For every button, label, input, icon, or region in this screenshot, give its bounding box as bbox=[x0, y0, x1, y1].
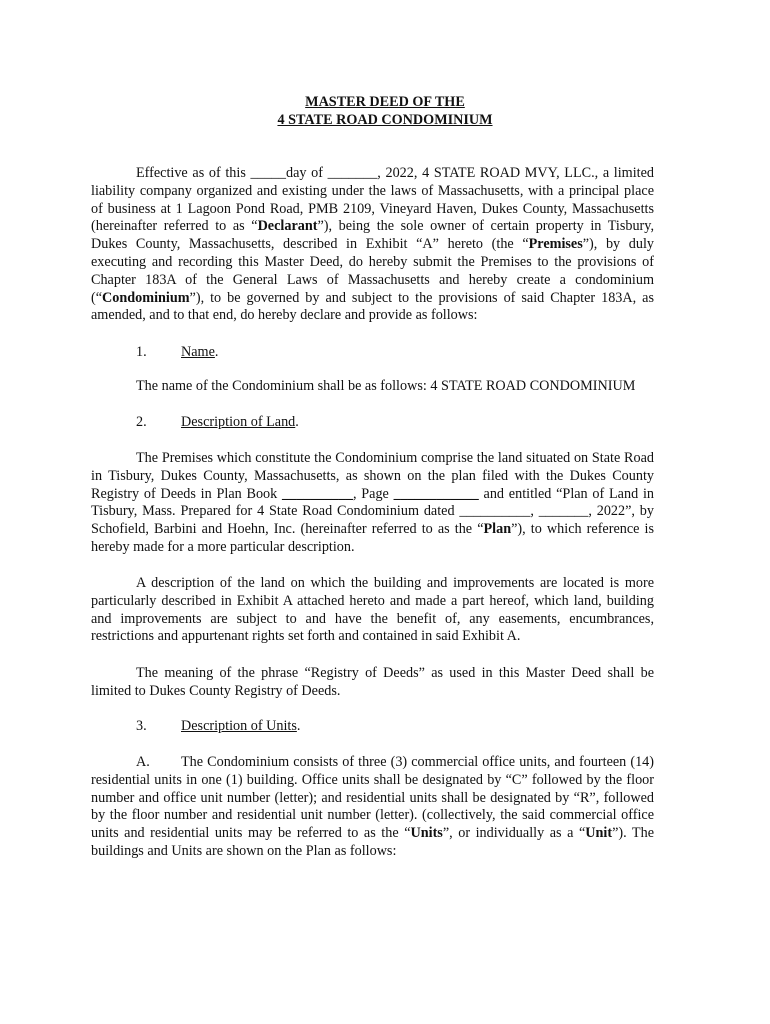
land-text-a: The Premises which constitute the Condominium comprise the land situated on State Road in Tisbury, Dukes County, Massachusetts, as shown on the plan filed with the Dukes County Registry of Deeds in Plan Book bbox=[91, 450, 654, 502]
plan-book-blank: __________ bbox=[282, 485, 353, 502]
section-title-punct: . bbox=[295, 414, 299, 430]
document-title-line-2: 4 STATE ROAD CONDOMINIUM bbox=[277, 112, 493, 128]
section-number: 2. bbox=[136, 414, 147, 430]
section-title-punct: . bbox=[214, 344, 219, 360]
premises-term: Premises bbox=[528, 236, 583, 253]
section-number: 1. bbox=[136, 344, 147, 360]
plan-term: Plan bbox=[483, 521, 512, 538]
intro-text-1: Effective as of this _____day of _______, 2022, 4 STATE ROAD MVY, LLC., a limited liability company organized and existing under the laws of Massachusetts, with a principal place of business at 1 Lagoon Pond Road, PMB 2109, Vineyard Haven, Dukes County, Massachusetts (hereinafter referred to as “ bbox=[91, 165, 654, 235]
units-text-c: ”). The buildings and Units are shown on the Plan as follows: bbox=[91, 825, 654, 859]
page-blank: ____________ bbox=[393, 485, 479, 502]
section-title: Description of Units bbox=[181, 718, 297, 734]
intro-text-3: ”), by duly executing and recording this Master Deed, do hereby submit the Premises to the provisions of Chapter 183A of the General Laws of Massachusetts and hereby create a condominium (“ bbox=[91, 236, 654, 306]
subsection-label: A. bbox=[136, 754, 150, 770]
unit-term: Unit bbox=[585, 825, 613, 842]
section-3-heading bbox=[136, 718, 300, 735]
section-1-heading bbox=[136, 344, 218, 361]
intro-text-2: ”), being the sole owner of certain property in Tisbury, Dukes County, Massachusetts, described in Exhibit “A” hereto (the “ bbox=[91, 218, 654, 253]
land-text-d: ”), to which reference is hereby made for a more particular description. bbox=[91, 521, 654, 555]
intro-paragraph bbox=[91, 165, 654, 325]
units-term: Units bbox=[410, 825, 443, 842]
land-paragraph-2: A description of the land on which the building and improvements are located is more particularly described in Exhibit A attached hereto and made a part hereof, which land, building and improvements are subject to and have the benefit of, any easements, encumbrances, restrictions and appurtenant rights set forth and contained in said Exhibit A. bbox=[91, 575, 654, 645]
section-title: Name bbox=[181, 344, 215, 360]
section-2-heading bbox=[136, 414, 299, 431]
land-paragraph-1 bbox=[91, 450, 654, 557]
section-number: 3. bbox=[136, 718, 147, 734]
section-title-punct: . bbox=[296, 718, 301, 734]
declarant-term: Declarant bbox=[257, 218, 318, 235]
land-text-b: , Page bbox=[352, 485, 394, 502]
condominium-term: Condominium bbox=[102, 289, 190, 306]
land-text-c: and entitled “Plan of Land in Tisbury, Mass. Prepared for 4 State Road Condominium dated __________, _______, 2022”, by Schofield, Barbini and Hoehn, Inc. (hereinafter referred to as the “ bbox=[91, 485, 654, 538]
document-title-line-1: MASTER DEED OF THE bbox=[305, 94, 465, 110]
units-text-a: The Condominium consists of three (3) commercial office units, and fourteen (14) residential units in one (1) building. Office units shall be designated by “C” followed by the floor number and office unit number (letter); and residential units shall be designated by “R”, followed by the floor number and residential unit number (letter). (collectively, the said commercial office units and residential units may be referred to as the “ bbox=[91, 754, 654, 842]
intro-text-4: ”), to be governed by and subject to the provisions of said Chapter 183A, as amended, and to that end, do hereby declare and provide as follows: bbox=[91, 289, 654, 324]
land-paragraph-3: The meaning of the phrase “Registry of Deeds” as used in this Master Deed shall be limited to Dukes County Registry of Deeds. bbox=[91, 665, 654, 699]
section-1-text: The name of the Condominium shall be as follows: 4 STATE ROAD CONDOMINIUM bbox=[136, 378, 636, 394]
section-title: Description of Land bbox=[181, 414, 296, 430]
units-paragraph-a bbox=[91, 754, 654, 861]
units-text-b: ”, or individually as a “ bbox=[442, 825, 586, 842]
